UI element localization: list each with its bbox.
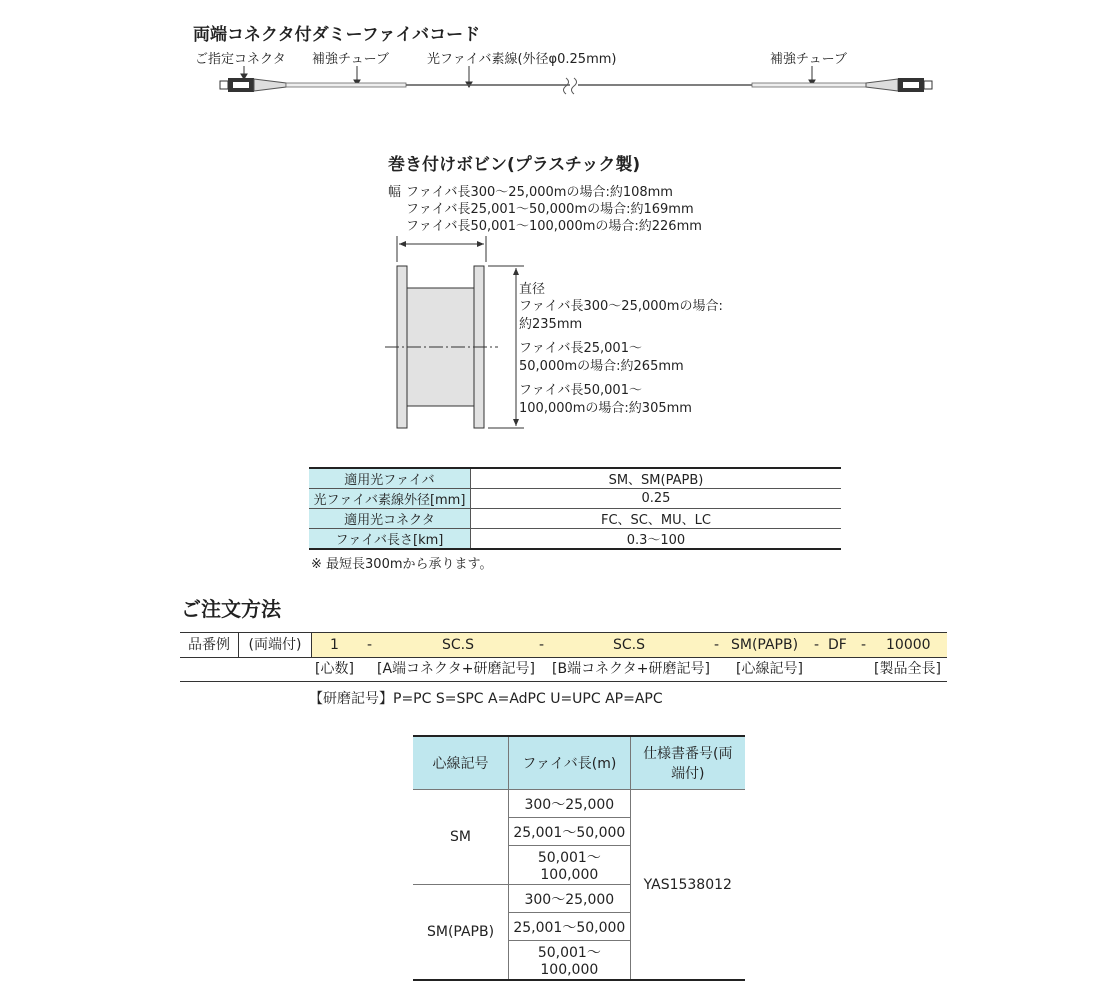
order-dash: - <box>861 637 867 653</box>
table-header-row <box>413 736 745 790</box>
order-title: ご注文方法 <box>181 597 281 621</box>
spec-note: ※ 最短長300mから承ります。 <box>311 557 493 572</box>
spec-label: 適用光コネクタ <box>309 509 470 529</box>
bobbin-title: 巻き付けボビン(プラスチック製) <box>388 155 641 175</box>
tube-label-left: 補強チューブ <box>312 52 389 67</box>
spec-value: FC、SC、MU、LC <box>470 509 841 529</box>
diameter-line: ファイバ長300〜25,000mの場合: <box>519 299 723 314</box>
tube-right <box>752 83 866 87</box>
break-mark <box>564 78 577 94</box>
diameter-line: ファイバ長25,001〜 <box>519 341 642 356</box>
order-sub-cores: [心数] <box>315 661 354 677</box>
fiber-code: SM <box>413 790 509 885</box>
fiber-code: SM(PAPB) <box>413 885 509 981</box>
diameter-line: 50,000mの場合:約265mm <box>519 359 684 374</box>
spec-label: 適用光ファイバ <box>309 468 470 489</box>
order-dash: - <box>539 637 545 653</box>
spec-label: ファイバ長さ[km] <box>309 529 470 550</box>
diameter-label: 直径 <box>519 282 546 297</box>
polish-codes: 【研磨記号】P=PC S=SPC A=AdPC U=UPC AP=APC <box>309 691 663 707</box>
table-row <box>309 509 841 529</box>
fiber-label: 光ファイバ素線(外径φ0.25mm) <box>427 52 617 67</box>
order-dash: - <box>714 637 720 653</box>
length-range: 300〜25,000 <box>509 790 631 818</box>
length-range: 25,001〜50,000 <box>509 913 631 941</box>
spec-no: YAS1538012 <box>643 876 732 893</box>
diameter-line: ファイバ長50,001〜 <box>519 383 642 398</box>
order-df: DF <box>828 637 847 653</box>
header-fiber-code: 心線記号 <box>413 736 509 790</box>
spec-value: 0.3〜100 <box>626 533 686 548</box>
table-row <box>309 529 841 550</box>
order-dash: - <box>814 637 820 653</box>
right-connector <box>866 78 932 92</box>
order-sub-fiber: [心線記号] <box>736 661 803 677</box>
length-range: 50,001〜100,000 <box>509 846 631 885</box>
table-row <box>309 468 841 489</box>
order-length: 10000 <box>886 637 931 653</box>
order-label: 品番例 <box>180 633 239 657</box>
order-dash: - <box>367 637 373 653</box>
order-b-conn: SC.S <box>613 637 645 653</box>
diameter-line: 100,000mの場合:約305mm <box>519 401 692 416</box>
spec-value: 0.25 <box>470 489 841 509</box>
tube-label-right: 補強チューブ <box>770 52 847 67</box>
width-line: ファイバ長50,001〜100,000mの場合:約226mm <box>406 219 702 234</box>
diameter-line: 約235mm <box>519 317 583 332</box>
table-row <box>309 489 841 509</box>
order-sub-length: [製品全長] <box>874 661 941 677</box>
header-fiber-length: ファイバ長(m) <box>509 736 631 790</box>
order-fiber: SM(PAPB) <box>731 637 799 653</box>
spec-table <box>309 467 841 550</box>
length-range: 25,001〜50,000 <box>509 818 631 846</box>
left-connector <box>220 78 286 92</box>
order-a-conn: SC.S <box>442 637 474 653</box>
header-spec-no: 仕様書番号(両端付) <box>630 736 745 790</box>
cord-title: 両端コネクタ付ダミーファイバコード <box>193 25 481 45</box>
table-row <box>413 790 745 818</box>
order-cores: 1 <box>330 637 339 653</box>
width-line: ファイバ長300〜25,000mの場合:約108mm <box>406 185 673 200</box>
order-type: (両端付) <box>239 633 312 657</box>
width-label: 幅 <box>388 185 402 200</box>
order-sub-b: [B端コネクタ+研磨記号] <box>552 661 710 677</box>
spec-value: SM、SM(PAPB) <box>470 468 841 489</box>
order-sub-rule <box>180 681 947 682</box>
connector-label: ご指定コネクタ <box>195 52 286 67</box>
spec-number-table <box>413 735 745 981</box>
order-sub-a: [A端コネクタ+研磨記号] <box>377 661 535 677</box>
width-line: ファイバ長25,001〜50,000mの場合:約169mm <box>406 202 694 217</box>
length-range: 50,001〜100,000 <box>509 941 631 981</box>
order-example-row <box>180 632 947 658</box>
bobbin-drawing <box>385 236 524 428</box>
spec-label: 光ファイバ素線外径[mm] <box>309 489 470 509</box>
tube-left <box>286 83 406 87</box>
length-range: 300〜25,000 <box>509 885 631 913</box>
